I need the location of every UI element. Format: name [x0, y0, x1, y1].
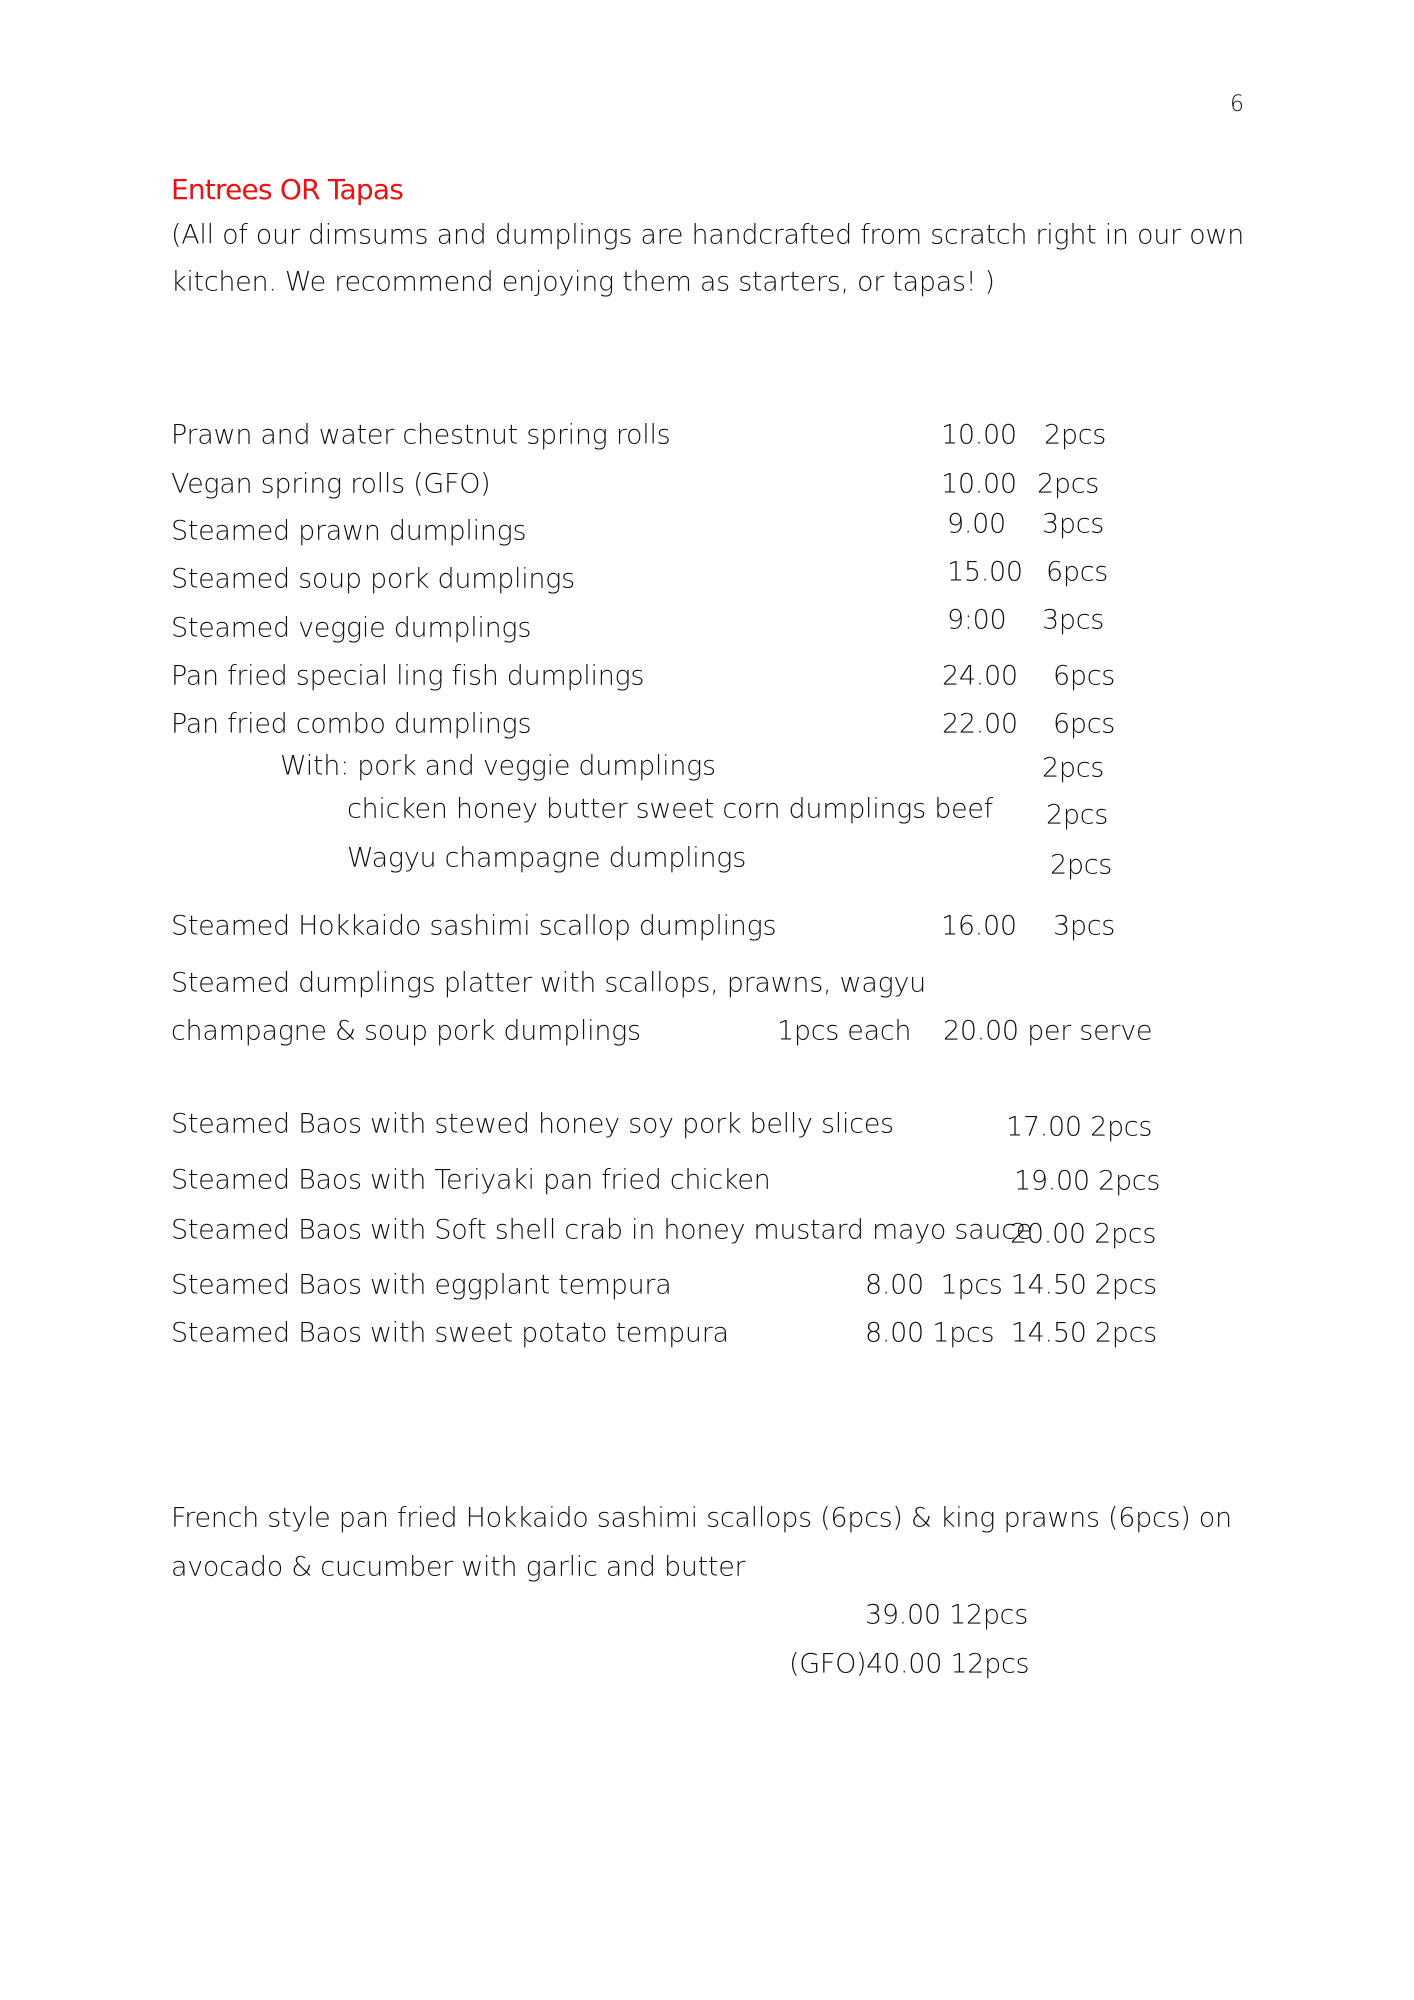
combo-part-name: With: pork and veggie dumplings [280, 750, 716, 782]
item-price: 15.00 [947, 556, 1023, 588]
item-qty: 6pcs [1046, 556, 1109, 588]
bao-price: 19.00 2pcs [1014, 1165, 1161, 1197]
item-qty: 3pcs [1042, 604, 1105, 636]
bao-name: Steamed Baos with Soft shell crab in honey mustard mayo sauce [171, 1214, 1033, 1246]
bao-price: 8.00 1pcs 14.50 2pcs [865, 1269, 1157, 1301]
bao-price: 17.00 2pcs [1006, 1111, 1153, 1143]
item-qty: 6pcs [1053, 708, 1116, 740]
item-price: 22.00 [942, 708, 1018, 740]
bao-price: 8.00 1pcs 14.50 2pcs [865, 1317, 1157, 1349]
combo-part-qty: 2pcs [1046, 799, 1109, 831]
french-dish-price-gfo: (GFO)40.00 12pcs [789, 1648, 1030, 1680]
item-name: Pan fried combo dumplings [171, 708, 532, 740]
platter-qty: 1pcs each [777, 1015, 912, 1047]
combo-part-qty: 2pcs [1042, 752, 1105, 784]
item-name: Pan fried special ling fish dumplings [171, 660, 645, 692]
item-price: 16.00 [941, 910, 1017, 942]
item-name: Prawn and water chestnut spring rolls [171, 419, 671, 451]
page-number: 6 [1230, 92, 1244, 117]
item-name: Vegan spring rolls (GFO) [171, 468, 491, 500]
french-dish-price: 39.00 12pcs [865, 1599, 1028, 1631]
item-qty: 3pcs [1053, 910, 1116, 942]
item-price: 24.00 [942, 660, 1018, 692]
item-price: 9.00 [947, 508, 1006, 540]
french-dish-line-1: French style pan fried Hokkaido sashimi scallops (6pcs) & king prawns (6pcs) on [171, 1502, 1232, 1534]
platter-line-2: champagne & soup pork dumplings [171, 1015, 641, 1047]
bao-name: Steamed Baos with sweet potato tempura [171, 1317, 729, 1349]
item-name: Steamed soup pork dumplings [171, 563, 575, 595]
item-price: 9:00 [947, 604, 1007, 636]
item-qty: 3pcs [1042, 508, 1105, 540]
section-title: Entrees OR Tapas [171, 173, 403, 206]
item-qty: 2pcs [1037, 468, 1100, 500]
bao-name: Steamed Baos with stewed honey soy pork belly slices [171, 1108, 894, 1140]
section-intro-line-1: (All of our dimsums and dumplings are handcrafted from scratch right in our own [171, 219, 1244, 251]
item-price: 10.00 [941, 468, 1017, 500]
platter-line-1: Steamed dumplings platter with scallops, prawns, wagyu [171, 967, 926, 999]
item-qty: 6pcs [1053, 660, 1116, 692]
bao-name: Steamed Baos with eggplant tempura [171, 1269, 672, 1301]
combo-part-name: Wagyu champagne dumplings [347, 842, 746, 874]
item-name: Steamed prawn dumplings [171, 515, 527, 547]
section-intro-line-2: kitchen. We recommend enjoying them as starters, or tapas! ) [171, 266, 995, 298]
combo-part-qty: 2pcs [1050, 849, 1113, 881]
bao-name: Steamed Baos with Teriyaki pan fried chicken [171, 1164, 771, 1196]
platter-price: 20.00 per serve [943, 1015, 1153, 1047]
item-name: Steamed Hokkaido sashimi scallop dumplings [171, 910, 777, 942]
bao-price: 20.00 2pcs [1010, 1218, 1157, 1250]
item-qty: 2pcs [1044, 419, 1107, 451]
item-price: 10.00 [941, 419, 1017, 451]
item-name: Steamed veggie dumplings [171, 612, 532, 644]
combo-part-name: chicken honey butter sweet corn dumplings beef [347, 793, 993, 825]
french-dish-line-2: avocado & cucumber with garlic and butter [171, 1551, 746, 1583]
